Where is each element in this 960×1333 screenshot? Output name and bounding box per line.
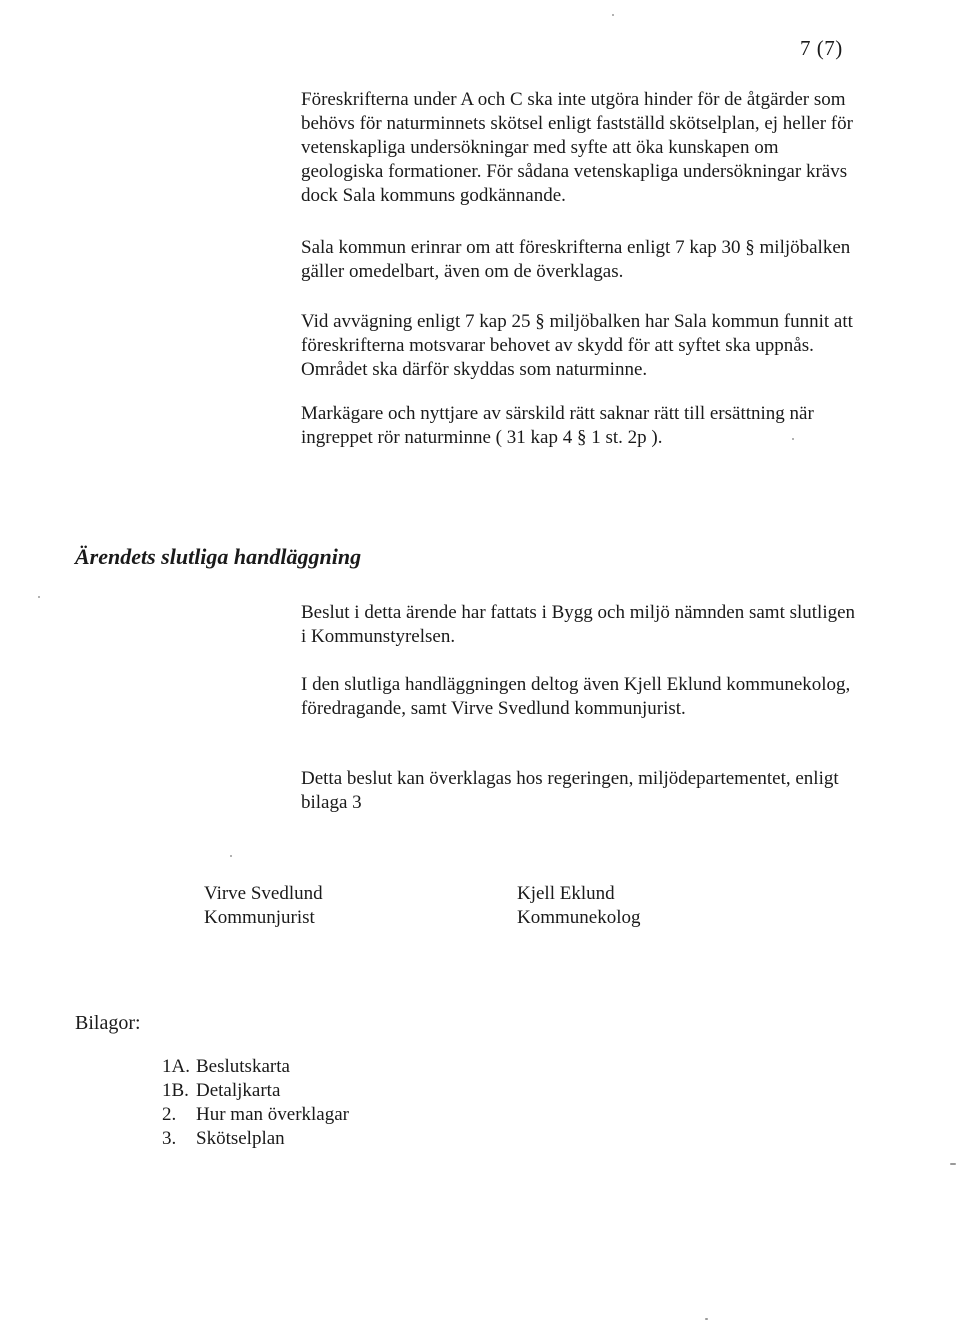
section-paragraph-participants: I den slutliga handläggningen deltog även Kjell Eklund kommunekolog, föredragande, samt Virve Svedlund kommunjurist. xyxy=(301,674,851,719)
scan-speck xyxy=(792,438,794,440)
scan-speck xyxy=(950,1163,956,1165)
signature-name: Kjell Eklund xyxy=(517,883,615,904)
signature-title: Kommunekolog xyxy=(517,907,641,928)
signature-block-1 xyxy=(204,882,323,930)
scan-speck xyxy=(38,596,40,598)
attachment-number: 1B. xyxy=(162,1080,189,1101)
attachment-text: Beslutskarta xyxy=(196,1056,290,1077)
attachment-number: 1A. xyxy=(162,1056,190,1077)
body-paragraph-assessment: Vid avvägning enligt 7 kap 25 § miljöbalken har Sala kommun funnit att föreskrifterna motsvarar behovet av skydd för att syftet ska uppnås. Området ska därför skyddas som naturminne. xyxy=(301,311,853,380)
attachment-text: Hur man överklagar xyxy=(196,1104,349,1125)
section-heading: Ärendets slutliga handläggning xyxy=(75,544,362,569)
attachment-item xyxy=(162,1103,349,1127)
section-paragraph-appeal: Detta beslut kan överklagas hos regeringen, miljödepartementet, enligt bilaga 3 xyxy=(301,768,839,813)
body-paragraph-compensation: Markägare och nyttjare av särskild rätt saknar rätt till ersättning när ingreppet rör naturminne ( 31 kap 4 § 1 st. 2p ). xyxy=(301,403,814,448)
attachment-item xyxy=(162,1055,349,1079)
section-paragraph-decision: Beslut i detta ärende har fattats i Bygg och miljö nämnden samt slutligen i Kommunstyrelsen. xyxy=(301,602,856,647)
attachment-item xyxy=(162,1127,349,1151)
body-paragraph-regulations: Föreskrifterna under A och C ska inte utgöra hinder för de åtgärder som behövs för naturminnets skötsel enligt fastställd skötselplan, ej heller för vetenskapliga undersökningar med syfte att öka kunskapen om geologiska formationer. För sådana vetenskapliga undersökningar krävs dock Sala kommuns godkännande. xyxy=(301,89,853,206)
attachments-label: Bilagor: xyxy=(75,1012,141,1034)
attachment-text: Skötselplan xyxy=(196,1128,285,1149)
attachments-list xyxy=(162,1055,349,1151)
body-paragraph-immediate-effect: Sala kommun erinrar om att föreskrifterna enligt 7 kap 30 § miljöbalken gäller omedelbart, även om de överklagas. xyxy=(301,237,851,282)
signature-block-2 xyxy=(517,882,641,930)
scan-speck xyxy=(612,14,614,16)
attachment-item xyxy=(162,1079,349,1103)
attachment-text: Detaljkarta xyxy=(196,1080,281,1101)
signature-title: Kommunjurist xyxy=(204,907,315,928)
page-number: 7 (7) xyxy=(800,36,843,60)
attachment-number: 2. xyxy=(162,1104,177,1125)
signature-name: Virve Svedlund xyxy=(204,883,323,904)
scan-speck xyxy=(230,855,232,857)
scan-speck xyxy=(705,1318,708,1320)
attachment-number: 3. xyxy=(162,1128,177,1149)
